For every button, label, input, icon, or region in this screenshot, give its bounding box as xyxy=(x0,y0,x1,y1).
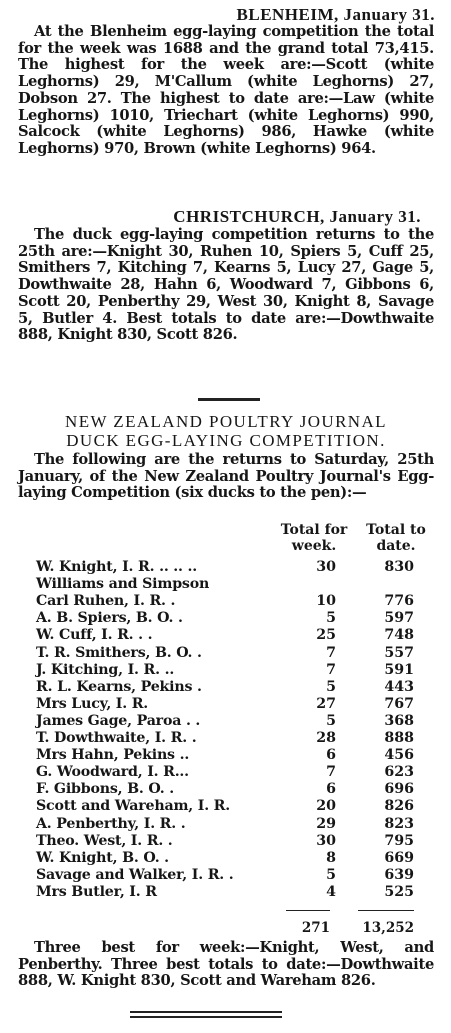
table-row xyxy=(0,679,451,696)
date-total: 525 xyxy=(384,883,414,900)
closing-rule-lower xyxy=(130,1016,282,1018)
week-total: 6 xyxy=(326,781,336,798)
entrant-name: Theo. West, I. R. . xyxy=(36,832,173,849)
week-total: 4 xyxy=(326,883,336,900)
week-total: 6 xyxy=(326,747,336,764)
table-row xyxy=(0,833,451,850)
table-row xyxy=(0,747,451,764)
date-total: 443 xyxy=(384,678,414,695)
entrant-name: W. Knight, I. R. .. .. .. xyxy=(36,559,198,575)
date-total: 591 xyxy=(384,661,414,678)
entrant-name: Savage and Walker, I. R. . xyxy=(36,866,234,883)
totals-row xyxy=(0,920,451,936)
entrant-name: W. Cuff, I. R. . . xyxy=(36,627,153,644)
week-total: 5 xyxy=(326,678,336,695)
table-row xyxy=(0,764,451,781)
week-total: 29 xyxy=(316,815,336,832)
date-total: 830 xyxy=(384,559,414,575)
week-total: 30 xyxy=(316,559,336,575)
week-total: 30 xyxy=(316,832,336,849)
christchurch-paragraph: The duck egg-laying competition returns to the 25th are:—Knight 30, Ruhen 10, Spiers 5, Cuff 25, Smithers 7, Kitching 7, Kearns 5, Lucy 27, Gage 5, Dowthwaite 28, Hahn 6, Woodward 7, Gibbons 6, Scott 20, Penberthy 29, West 30, Knight 8, Savage 5, Butler 4. Best totals to date are:—Dowthwaite 888, Knight 830, Scott 826. xyxy=(18,226,434,344)
date-total: 776 xyxy=(384,593,414,610)
entrant-name: Mrs Hahn, Pekins .. xyxy=(36,747,190,764)
week-total: 7 xyxy=(326,644,336,661)
date-total: 557 xyxy=(384,644,414,661)
entrant-name: James Gage, Paroa . . xyxy=(36,712,201,729)
sum-rule-week xyxy=(286,910,330,911)
journal-intro: The following are the returns to Saturday, 25th January, of the New Zealand Poultry Journal's Egg-laying Competition (six ducks to the pen):— xyxy=(18,451,434,502)
closing-rule-upper xyxy=(130,1011,282,1013)
week-total: 27 xyxy=(316,695,336,712)
date-total: 888 xyxy=(384,730,414,746)
sum-week: 271 xyxy=(301,920,330,936)
entrant-name: Carl Ruhen, I. R. . xyxy=(36,593,176,610)
date-total: 456 xyxy=(384,747,414,764)
week-total: 28 xyxy=(316,730,336,746)
week-total: 7 xyxy=(326,661,336,678)
date-total: 767 xyxy=(384,695,414,712)
table-row xyxy=(0,781,451,798)
entrant-name: G. Woodward, I. R... xyxy=(36,764,189,781)
table-row xyxy=(0,867,451,884)
column-header-week: Total for week. xyxy=(280,522,348,554)
table-row xyxy=(0,662,451,679)
column-header-total: Total to date. xyxy=(366,522,426,554)
entrant-name: W. Knight, B. O. . xyxy=(36,849,169,866)
date-total: 748 xyxy=(384,627,414,644)
section-divider xyxy=(198,398,260,401)
table-row xyxy=(0,593,451,610)
entrant-name: F. Gibbons, B. O. . xyxy=(36,781,174,798)
table-row xyxy=(0,850,451,867)
entrant-name: T. Dowthwaite, I. R. . xyxy=(36,730,197,746)
table-row xyxy=(0,798,451,815)
date-total: 795 xyxy=(384,832,414,849)
week-total: 5 xyxy=(326,866,336,883)
date-total: 696 xyxy=(384,781,414,798)
week-total: 20 xyxy=(316,798,336,815)
entrant-name: A. B. Spiers, B. O. . xyxy=(36,610,183,627)
blenheim-paragraph: At the Blenheim egg-laying competition the total for the week was 1688 and the grand total 73,415. The highest for the week are:—Scott (white Leghorns) 29, M'Callum (white Leghorns) 27, Dobson 27. The highest to date are:—Law (white Leghorns) 1010, Triechart (white Leghorns) 990, Salcock (white Leghorns) 986, Hawke (white Leghorns) 970, Brown (white Leghorns) 964. xyxy=(18,23,434,157)
entrant-name: R. L. Kearns, Pekins . xyxy=(36,678,202,695)
entrant-name: J. Kitching, I. R. .. xyxy=(36,661,175,678)
blenheim-dateline: BLENHEIM, January 31. xyxy=(236,5,435,24)
journal-heading-line2: DUCK EGG-LAYING COMPETITION. xyxy=(66,431,386,450)
week-total: 25 xyxy=(316,627,336,644)
table-row xyxy=(0,696,451,713)
christchurch-dateline: CHRISTCHURCH, January 31. xyxy=(173,207,421,226)
table-row xyxy=(0,713,451,730)
table-row xyxy=(0,816,451,833)
table-row xyxy=(0,884,451,901)
entrant-name: Mrs Butler, I. R xyxy=(36,883,157,900)
date-total: 823 xyxy=(384,815,414,832)
week-total: 10 xyxy=(316,593,336,610)
date-total: 597 xyxy=(384,610,414,627)
table-row xyxy=(0,576,451,593)
date-total: 639 xyxy=(384,866,414,883)
sum-total: 13,252 xyxy=(362,920,414,936)
journal-heading-line1: NEW ZEALAND POULTRY JOURNAL xyxy=(65,412,387,431)
sum-rule-total xyxy=(358,910,414,911)
date-total: 826 xyxy=(384,798,414,815)
table-row xyxy=(0,645,451,662)
entrant-name: T. R. Smithers, B. O. . xyxy=(36,644,202,661)
date-total: 669 xyxy=(384,849,414,866)
entrant-name: Scott and Wareham, I. R. xyxy=(36,798,230,815)
table-row xyxy=(0,610,451,627)
week-total: 7 xyxy=(326,764,336,781)
entrant-name: A. Penberthy, I. R. . xyxy=(36,815,186,832)
week-total: 5 xyxy=(326,712,336,729)
journal-summary: Three best for week:—Knight, West, and Penberthy. Three best totals to date:—Dowthwaite 888, W. Knight 830, Scott and Wareham 826. xyxy=(18,939,434,990)
week-total: 5 xyxy=(326,610,336,627)
table-row xyxy=(0,730,451,747)
week-total: 8 xyxy=(326,849,336,866)
entrant-name: Mrs Lucy, I. R. xyxy=(36,695,149,712)
table-row xyxy=(0,627,451,644)
date-total: 368 xyxy=(384,712,414,729)
table-row xyxy=(0,559,451,576)
entrant-name: Williams and Simpson xyxy=(36,576,210,593)
date-total: 623 xyxy=(384,764,414,781)
